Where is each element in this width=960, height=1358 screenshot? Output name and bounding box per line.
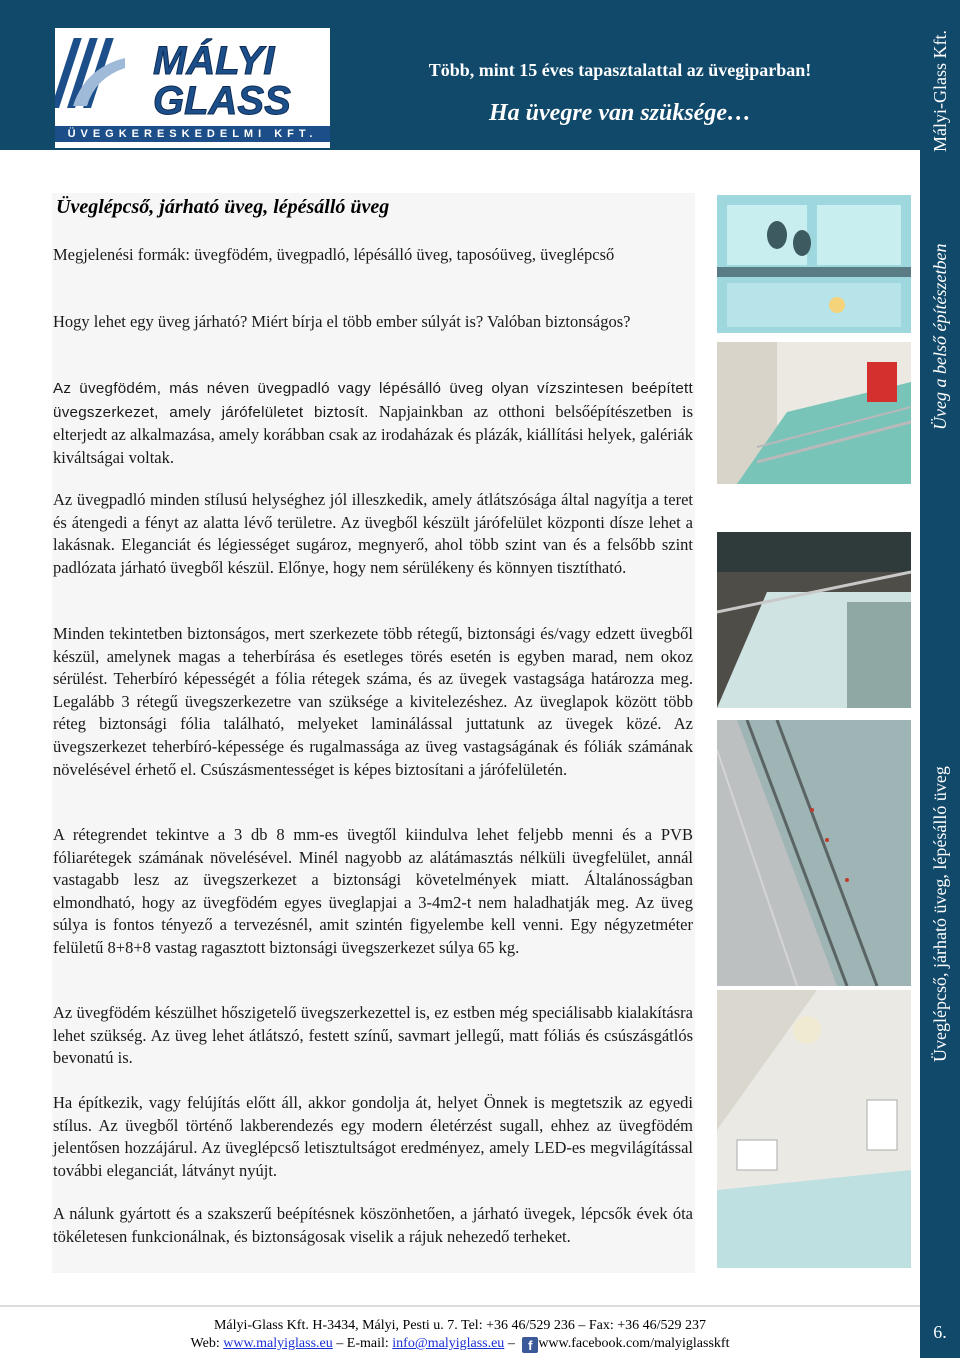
website-link[interactable]: www.malyiglass.eu (223, 1336, 333, 1351)
logo-graphic (55, 28, 330, 118)
company-logo (55, 28, 330, 148)
logo-wordmark-bottom: GLASS (153, 79, 291, 118)
header-tagline: Több, mint 15 éves tapasztalattal az üvegiparban! (428, 60, 812, 80)
photo-glass-floor-ceiling (717, 195, 911, 333)
paragraph-renovation: Ha építkezik, vagy felújítás előtt áll, akkor gondolja át, helyet Önnek is megtetszik az egyedi stílus. Az üvegből történő lakberendezés egy modern életérzést sugall, ehhez az üvegfödém jelentősen hozzájárul. Az üveglépcső letisztultságot eredményez, amely LED-es megvilágítással további eleganciát, látványt nyújt. (53, 1093, 693, 1180)
article-title: Üveglépcső, járható üveg, lépésálló üveg (56, 196, 390, 218)
page-number: 6. (933, 1322, 947, 1342)
paragraph-layers: A rétegrendet tekintve a 3 db 8 mm-es üvegtől kiindulva lehet feljebb menni és a PVB fóliarétegek számának növelésével. Minél nagyobb az alátámasztás nélküli üvegfelület, annál vastagabb lesz az üvegszerkezet a biztonsági követelmények miatt. Általánosságban elmondható, hogy az üvegfödém egyes üveglapjai a 3-4m2-t nem haladhatják meg. Az üveg súlya is fontos tényező a tervezésnél, amit szintén figyelembe kell venni. Egy négyzetméter felületű 8+8+8 vastag ragasztott biztonsági üvegszerkezet súlya 65 kg. (53, 825, 693, 957)
footer-contacts (0, 1336, 920, 1353)
paragraph-style (53, 489, 693, 579)
email-link[interactable]: info@malyiglass.eu (392, 1336, 505, 1351)
paragraph-forms: Megjelenési formák: üvegfödém, üvegpadló, lépésálló üveg, taposóüveg, üveglépcső (53, 245, 615, 264)
side-band (920, 0, 960, 1358)
footer-web-label: Web: (190, 1336, 224, 1351)
side-topic-label: Üveglépcső, járható üveg, lépésálló üveg (930, 766, 950, 1062)
photo-glass-bridge (717, 720, 911, 986)
footer-divider (0, 1305, 920, 1307)
paragraph-definition-lead: Az üvegfödém, más néven üvegpadló vagy lépésálló üveg olyan vízszintesen beépített üvegszerkezet, amely járófelületet biztosít. (53, 380, 693, 421)
facebook-link[interactable]: www.facebook.com/malyiglasskft (538, 1336, 730, 1351)
paragraph-safety: Minden tekintetben biztonságos, mert szerkezete több rétegű, biztonsági és/vagy edzett üvegből készül, amelynek magas a teherbírása és esetleges törés esetén is egyben marad, nem okoz sérülést. Teherbíró képességét a fólia rétegek száma, és az üvegek vastagsága határozza meg. Legalább 3 rétegű üvegszerkezetre van szüksége a kivitelezéshez. Az üveglapok között több réteg biztonsági fólia található, melyeket laminálással juttatunk az üvegek közé. Az üvegszerkezet teherbíró-képessége és rugalmassága az üveg vastagságának és fóliák számának növelésével érhető el. Csúszásmentességet is képes biztosítani a járófelületén. (53, 624, 693, 779)
paragraph-definition (53, 377, 693, 469)
photo-glass-walkway (717, 532, 911, 708)
footer-address: Mályi-Glass Kft. H-3434, Mályi, Pesti u. 7. Tel: +36 46/529 236 – Fax: +36 46/529 237 (213, 1318, 707, 1333)
facebook-icon[interactable]: f (522, 1337, 538, 1353)
logo-subtitle: ÜVEGKERESKEDELMI KFT. (55, 126, 330, 142)
paragraph-insulation: Az üvegfödém készülhet hőszigetelő üvegszerkezettel is, ez estben még speciálisabb kialakításra lehet szükség. Az üveg lehet átlátszó, festett színű, savmart jellegű, matt fóliás és csúszásgátlós bevonatú is. (53, 1003, 693, 1068)
photo-attic-glass-floor (717, 990, 911, 1268)
footer-separator: – (504, 1336, 519, 1351)
paragraph-style-lead: Az üvegpadló minden stílusú helységhez jól illeszkedik, amely átlátszósága által nagyítja a teret és átengedi a fényt az alatta lévő területre. Az üvegből készült járófelület központi dísze lehet a lakásnak. (53, 490, 693, 555)
photo-glass-staircase (717, 342, 911, 484)
paragraph-style-rest: Eleganciát és légiességet sugároz, megnyerő, ahol több szint van és a felsőbb szint padlózata járható üvegből készül. Előnye, hogy nem sérülékeny és könnyen tisztítható. (53, 535, 693, 577)
paragraph-definition-rest: Napjainkban az otthoni belsőépítészetben is elterjedt az alkalmazása, amely korábban csak az irodaházak és plázák, kiállítási helyek, galériák kiváltságai voltak. (53, 401, 693, 467)
paragraph-quality: A nálunk gyártott és a szakszerű beépítésnek köszönhetően, a járható üvegek, lépcsők évek óta tökéletesen funkcionálnak, és biztonságosak viselik a rájuk nehezedő terheket. (53, 1204, 693, 1246)
logo-wordmark-top: MÁLYI (153, 39, 275, 83)
paragraph-questions: Hogy lehet egy üveg járható? Miért bírja el több ember súlyát is? Valóban biztonságos? (53, 312, 631, 331)
side-section-label: Üveg a belső építészetben (930, 243, 950, 430)
header-slogan: Ha üvegre van szüksége… (489, 100, 751, 126)
side-company-label: Mályi-Glass Kft. (930, 30, 950, 152)
footer-email-label: – E-mail: (332, 1336, 393, 1351)
